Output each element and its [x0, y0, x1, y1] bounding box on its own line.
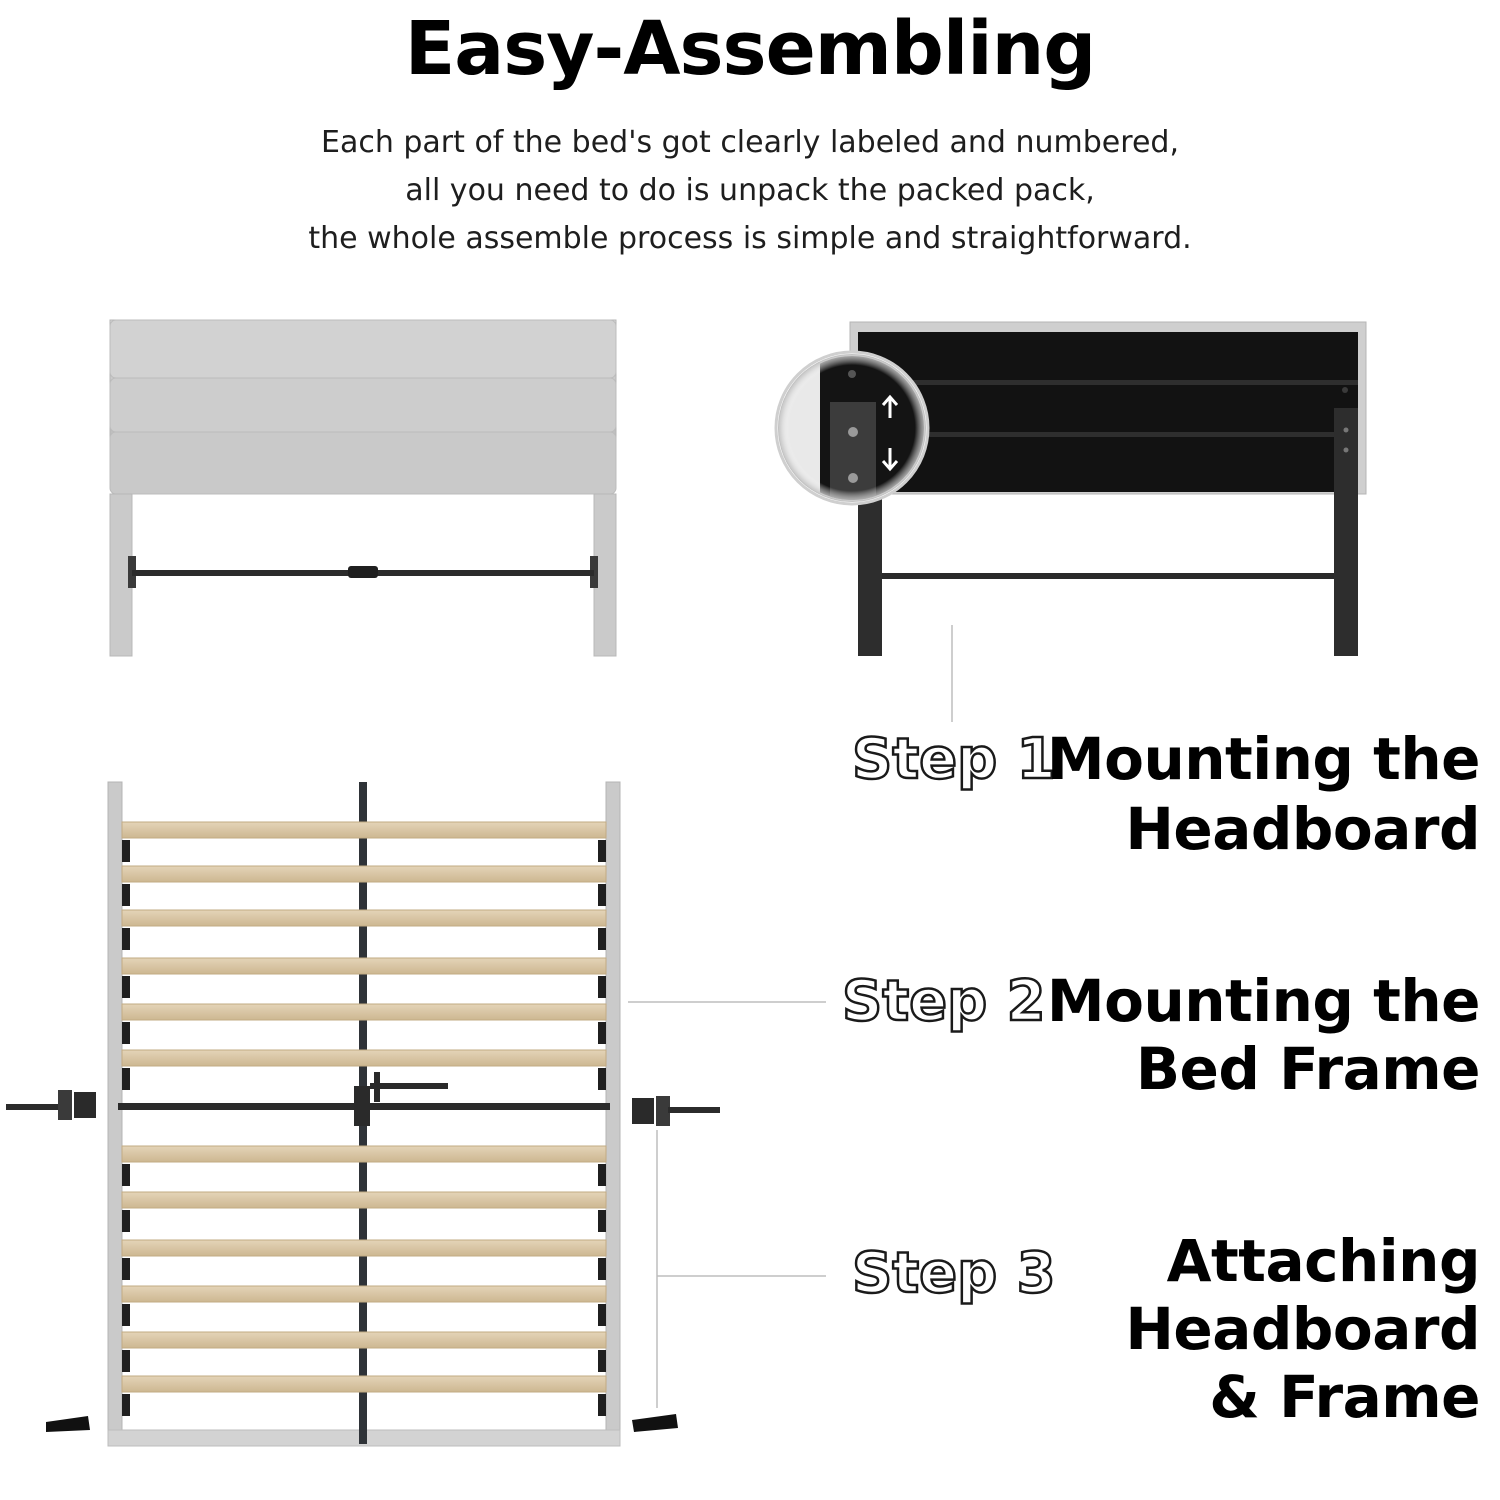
slat-bracket: [598, 840, 606, 862]
slat-bracket: [122, 1164, 130, 1186]
headboard-back-illustration: [776, 322, 1366, 656]
step-3-title-line-3: & Frame: [1209, 1363, 1480, 1431]
slat-bracket: [122, 1022, 130, 1044]
slat-bracket: [122, 976, 130, 998]
wood-slat: [122, 1004, 606, 1020]
slat-bracket: [122, 928, 130, 950]
wood-slat: [122, 1192, 606, 1208]
slat-bracket: [598, 884, 606, 906]
slat-bracket: [598, 1350, 606, 1372]
slat-bracket: [598, 1304, 606, 1326]
step-2-title-line-2: Bed Frame: [1135, 1035, 1480, 1103]
step-1-title-line-1: Mounting the: [1046, 725, 1480, 793]
wood-slat: [122, 1286, 606, 1302]
wood-slat: [122, 1050, 606, 1066]
subtitle-line-2: all you need to do is unpack the packed pack,: [405, 173, 1095, 208]
subtitle-line-3: the whole assemble process is simple and straightforward.: [308, 221, 1192, 256]
slat-bracket: [598, 976, 606, 998]
wood-slat: [122, 866, 606, 882]
headboard-front-illustration: [110, 320, 616, 656]
slat-bracket: [598, 1258, 606, 1280]
slat-bracket: [122, 1304, 130, 1326]
slat-bracket: [598, 1164, 606, 1186]
wood-slat: [122, 1332, 606, 1348]
wood-slat: [122, 958, 606, 974]
bed-frame-slats-illustration: [6, 782, 720, 1446]
slat-bracket: [598, 1022, 606, 1044]
slat-bracket: [598, 1210, 606, 1232]
slat-bracket: [122, 840, 130, 862]
slat-bracket: [122, 1394, 130, 1416]
slat-bracket: [122, 1210, 130, 1232]
slat-bracket: [598, 1394, 606, 1416]
wood-slat: [122, 1240, 606, 1256]
wood-slat: [122, 910, 606, 926]
slat-bracket: [122, 884, 130, 906]
wood-slat: [122, 1376, 606, 1392]
slat-bracket: [122, 1068, 130, 1090]
wood-slat: [122, 1146, 606, 1162]
slat-bracket: [598, 928, 606, 950]
step-1-title-line-2: Headboard: [1125, 795, 1480, 863]
step-1-number: Step 1: [852, 727, 1056, 792]
step-3-title-line-2: Headboard: [1125, 1295, 1480, 1363]
wood-slat: [122, 822, 606, 838]
slat-bracket: [122, 1258, 130, 1280]
step-2-number: Step 2: [842, 969, 1046, 1034]
slat-bracket: [598, 1068, 606, 1090]
slat-bracket: [122, 1350, 130, 1372]
page-title: Easy-Assembling: [404, 6, 1096, 92]
step-2-title-line-1: Mounting the: [1046, 967, 1480, 1035]
step-3-number: Step 3: [852, 1241, 1056, 1306]
step-3-title-line-1: Attaching: [1166, 1227, 1480, 1295]
subtitle-line-1: Each part of the bed's got clearly labeled and numbered,: [321, 125, 1179, 160]
